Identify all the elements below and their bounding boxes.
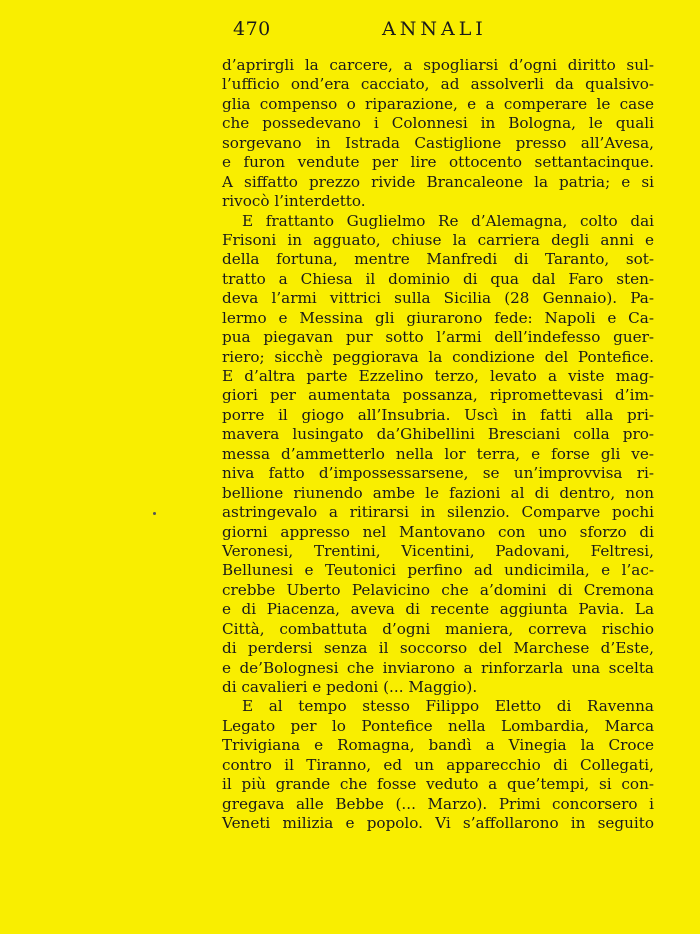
text-line: rivocò l’interdetto. [222,192,366,211]
text-line: il più grande che fosse veduto a que’tempi, si con- [222,775,654,794]
page-header [0,18,700,48]
text-line: messa d’ammetterlo nella lor terra, e forse gli ve- [222,444,654,463]
text-line: lermo e Messina gli giurarono fede: Napoli e Ca- [222,308,654,327]
text-line: che possedevano i Colonnesi in Bologna, le quali [222,114,654,133]
text-line: Veneti milizia e popolo. Vi s’affollarono in seguito [222,814,654,833]
text-line: l’ufficio ond’era cacciato, ad assolverli da qualsivo- [222,75,654,94]
text-line: tratto a Chiesa il dominio di qua dal Faro sten- [222,269,654,288]
text-line: Trivigiana e Romagna, bandì a Vinegia la Croce [222,736,654,755]
text-line: giori per aumentata possanza, ripromettevasi d’im- [222,386,654,405]
text-line: E d’altra parte Ezzelino terzo, levato a viste mag- [222,367,654,385]
text-line: e de’Bolognesi che inviarono a rinforzarla una scelta [222,658,654,677]
text-line: sorgevano in Istrada Castiglione presso all’Avesa, [222,133,654,152]
text-line: Frisoni in agguato, chiuse la carriera degli anni e [222,230,654,249]
text-line: E al tempo stesso Filippo Eletto di Ravenna [242,697,654,716]
text-line: mavera lusingato da’Ghibellini Bresciani colla pro- [222,425,654,444]
text-line: riero; sicchè peggiorava la condizione del Pontefice. [222,347,654,366]
text-line: e di Piacenza, aveva di recente aggiunta Pavia. La [222,600,654,619]
text-line: di perdersi senza il soccorso del Marchese d’Este, [222,639,654,658]
text-line: astringevalo a ritirarsi in silenzio. Comparve pochi [222,503,654,522]
text-line: E frattanto Guglielmo Re d’Alemagna, colto dai [242,211,654,230]
text-line: contro il Tiranno, ed un apparecchio di Collegati, [222,755,654,774]
text-line: giorni appresso nel Mantovano con uno sforzo di [222,522,654,541]
text-line: della fortuna, mentre Manfredi di Taranto, sot- [222,250,654,269]
page-number: 470 [233,18,271,40]
text-line: Bellunesi e Teutonici perfino ad undicimila, e l’ac- [222,561,654,580]
margin-mark [153,512,156,515]
text-line: pua piegavan pur sotto l’armi dell’indefesso guer- [222,328,654,347]
text-line: e furon vendute per lire ottocento settantacinque. [222,153,654,172]
text-line: deva l’armi vittrici sulla Sicilia (28 Gennaio). Pa- [222,289,654,308]
text-line: niva fatto d’impossessarsene, se un’improvvisa ri- [222,464,654,483]
text-line: di cavalieri e pedoni (... Maggio). [222,678,478,696]
text-line: Veronesi, Trentini, Vicentini, Padovani, Feltresi, [222,541,654,560]
text-line: porre il giogo all’Insubria. Uscì in fatti alla pri- [222,405,654,424]
text-line: d’aprirgli la carcere, a spogliarsi d’ogni diritto sul- [222,56,654,74]
text-line: Legato per lo Pontefice nella Lombardia, Marca [222,716,654,735]
text-line: bellione riunendo ambe le fazioni al di dentro, non [222,483,654,502]
running-head: ANNALI [382,18,487,40]
body-text [222,56,654,834]
text-line: A siffatto prezzo rivide Brancaleone la patria; e si [222,172,654,191]
text-line: crebbe Uberto Pelavicino che a’domini di Cremona [222,580,654,599]
text-line: glia compenso o riparazione, e a comperare le case [222,94,654,113]
text-line: gregava alle Bebbe (... Marzo). Primi concorsero i [222,794,654,813]
text-line: Città, combattuta d’ogni maniera, correva rischio [222,619,654,638]
